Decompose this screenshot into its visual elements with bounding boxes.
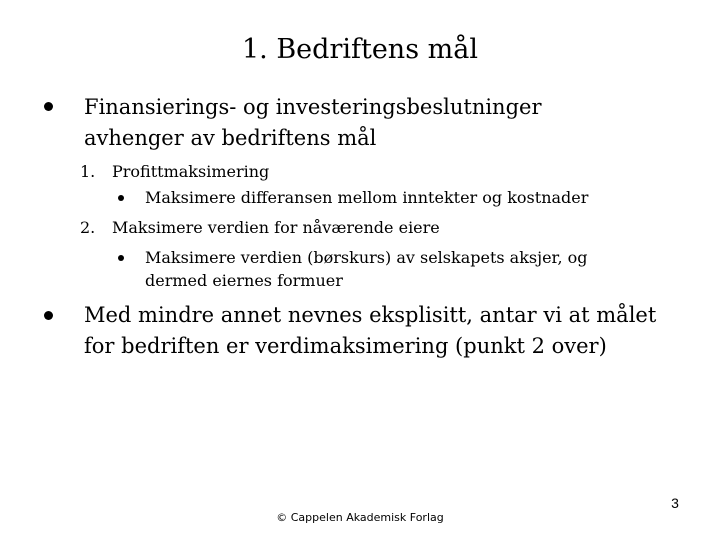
footer-credit: © Cappelen Akademisk Forlag bbox=[276, 511, 444, 524]
bullet-icon bbox=[118, 195, 124, 201]
bullet-icon bbox=[118, 255, 124, 261]
page-number: 3 bbox=[671, 495, 679, 511]
item-number: 1. bbox=[80, 162, 96, 181]
bullet-text: Finansierings- og investeringsbeslutninger avhenger av bedriftens mål bbox=[84, 95, 542, 150]
bullet-icon bbox=[44, 102, 53, 111]
item-number: 2. bbox=[80, 218, 96, 237]
slide-title: 1. Bedriftens mål bbox=[242, 34, 478, 65]
bullet-text: Med mindre annet nevnes eksplisitt, antar vi at målet for bedriften er verdimaksimering (punkt 2 over) bbox=[84, 303, 657, 358]
item-label: Profittmaksimering bbox=[112, 162, 270, 181]
sub-bullet-text: Maksimere differansen mellom inntekter og kostnader bbox=[145, 188, 589, 207]
bullet-icon bbox=[44, 311, 53, 320]
sub-bullet-text: Maksimere verdien (børskurs) av selskapets aksjer, og dermed eiernes formuer bbox=[145, 248, 588, 290]
item-label: Maksimere verdien for nåværende eiere bbox=[112, 218, 440, 237]
